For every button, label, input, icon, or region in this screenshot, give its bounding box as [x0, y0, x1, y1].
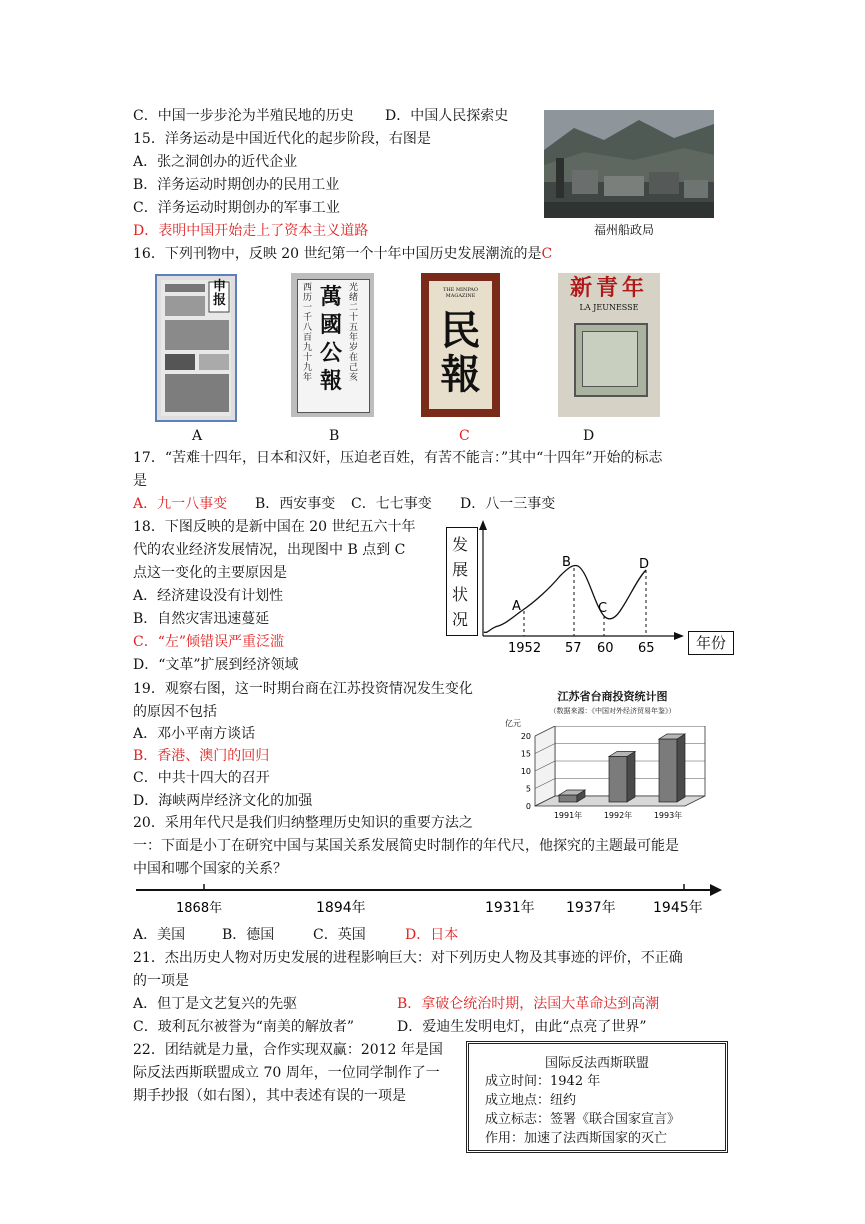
q18-y-axis-arrow [479, 520, 487, 530]
cover-d-subtitle: LA JEUNESSE [579, 303, 639, 312]
chart-plot-area [505, 726, 720, 823]
q17-stem-line2: 是 [133, 473, 147, 489]
q18-y-label-char-1: 发 [452, 535, 469, 554]
q19-option-b: B．香港、澳门的回归 [133, 748, 270, 764]
fuzhou-shipyard-caption: 福州船政局 [594, 223, 655, 237]
q19-option-c: C．中共十四大的召开 [133, 770, 270, 786]
q18-option-d: D．“文革”扩展到经济领域 [133, 657, 299, 673]
q21-stem-line1: 21．杰出历史人物对历史发展的进程影响巨大：对下列历史人物及其事迹的评价，不正确 [133, 950, 683, 966]
chart-bar-side-3 [677, 734, 685, 802]
chart-y-tick-20: 20 [520, 732, 531, 741]
q18-option-a: A．经济建设没有计划性 [133, 588, 284, 604]
q18-curve-chart [470, 518, 720, 658]
alliance-box-title: 国际反法西斯联盟 [544, 1056, 649, 1071]
cover-label-a: A [192, 428, 203, 444]
q21-option-c: C．玻利瓦尔被誉为“南美的解放者” [133, 1019, 355, 1035]
q18-x-label: 年份 [688, 631, 734, 655]
q14-option-d: D．中国人民探索史 [385, 108, 509, 124]
alliance-box-role: 作用：加速了法西斯国家的灭亡 [485, 1131, 668, 1146]
q18-point-d: D [639, 557, 650, 572]
alliance-box-sign: 成立标志：签署《联合国家宣言》 [485, 1112, 681, 1127]
q16-stem-text: 16．下列刊物中，反映 20 世纪第一个十年中国历史发展潮流的是 [133, 246, 542, 262]
chart-x-label-1: 1991年 [553, 811, 583, 820]
cover-label-b: B [329, 428, 340, 444]
q18-y-label-char-3: 状 [452, 585, 469, 604]
q17-option-d: D．八一三事变 [460, 496, 556, 512]
cover-b-title: 萬國公報 [320, 284, 343, 394]
chart-x-label-2: 1992年 [603, 811, 633, 820]
q20-option-c: C．英国 [313, 927, 366, 943]
q20-option-a: A．美国 [133, 927, 186, 943]
chart-x-label-3: 1993年 [653, 811, 683, 820]
q18-year-65: 65 [638, 641, 655, 656]
q17-option-b: B．西安事变 [255, 496, 336, 512]
q19-stem-line2: 的原因不包括 [133, 704, 217, 720]
q22-stem-line2: 际反法西斯联盟成立 70 周年，一位同学制作了一 [133, 1065, 440, 1081]
cover-a-shenbao [155, 274, 237, 422]
q20-stem-line3: 中国和哪个国家的关系？ [133, 861, 287, 877]
q20-stem-line1: 20．采用年代尺是我们归纳整理历史知识的重要方法之 [133, 815, 473, 831]
cover-c-header: THE MINPAO MAGAZINE [442, 287, 479, 299]
timeline-1937: 1937年 [566, 900, 616, 916]
fuzhou-shipyard-photo [544, 110, 714, 218]
q15-option-d: D．表明中国开始走上了资本主义道路 [133, 223, 369, 239]
q18-stem-line1: 18．下图反映的是新中国在 20 世纪五六十年 [133, 519, 416, 535]
q17-option-c: C．七七事变 [351, 496, 432, 512]
q19-option-d: D．海峡两岸经济文化的加强 [133, 793, 313, 809]
q17-stem-line1: 17．“苦难十四年，日本和汉奸，压迫老百姓，有苦不能言：”其中“十四年”开始的标志 [133, 450, 663, 466]
q21-stem-line2: 的一项是 [133, 973, 189, 989]
q18-year-60: 60 [597, 641, 614, 656]
chart-y-tick-10: 10 [520, 767, 531, 776]
taiwan-investment-chart [505, 688, 720, 823]
q22-stem-line3: 期手抄报（如右图），其中表述有误的一项是 [133, 1088, 406, 1104]
q21-option-b: B．拿破仑统治时期，法国大革命达到高潮 [397, 996, 660, 1012]
q18-x-axis-arrow [674, 632, 684, 640]
q20-option-d: D．日本 [405, 927, 459, 943]
q18-point-b: B [562, 555, 571, 570]
q22-stem-line1: 22．团结就是力量，合作实现双赢：2012 年是国 [133, 1042, 443, 1058]
alliance-box-place: 成立地点：纽约 [485, 1093, 577, 1108]
cover-b-western-date: 西历一千八百九十九年 [303, 283, 313, 383]
q20-timeline [130, 880, 730, 922]
q16-answer: C [541, 246, 553, 262]
chart-y-tick-5: 5 [525, 784, 531, 794]
chart-title: 江苏省台商投资统计图 [557, 690, 668, 703]
q18-y-label-char-2: 展 [452, 560, 469, 579]
q19-option-a: A．邓小平南方谈话 [133, 726, 256, 742]
cover-c-title-2: 報 [440, 351, 481, 398]
cover-a-title: 申报 [213, 279, 227, 308]
chart-bar-2 [609, 757, 627, 803]
timeline-1868: 1868年 [176, 901, 223, 916]
cover-b-wanguo [291, 273, 374, 417]
q19-stem-line1: 19．观察右图，这一时期台商在江苏投资情况发生变化 [133, 681, 473, 697]
cover-d-title: 新青年 [569, 275, 648, 301]
cover-d-xinqingnian [558, 273, 660, 417]
q18-year-57: 57 [565, 641, 582, 656]
q18-point-c: C [598, 601, 608, 616]
cover-c-title-1: 民 [440, 307, 481, 354]
chart-y-unit: 亿元 [505, 719, 521, 728]
chart-subtitle: （数据来源：《中国对外经济贸易年鉴》） [549, 707, 676, 715]
timeline-1894: 1894年 [316, 900, 366, 916]
chart-bar-1 [559, 795, 577, 802]
q18-stem-line3: 点这一变化的主要原因是 [133, 565, 287, 581]
q18-year-1952: 1952 [508, 641, 542, 656]
anti-fascist-alliance-box [466, 1041, 728, 1153]
timeline-1945: 1945年 [653, 900, 703, 916]
cover-c-minbao [421, 273, 500, 417]
q18-development-curve [484, 565, 646, 632]
alliance-box-date: 成立时间：1942 年 [485, 1074, 601, 1089]
q21-option-a: A．但丁是文艺复兴的先驱 [133, 996, 298, 1012]
q18-point-a: A [512, 599, 521, 614]
q21-option-d: D．爱迪生发明电灯，由此“点亮了世界” [397, 1019, 647, 1035]
q15-option-b: B．洋务运动时期创办的民用工业 [133, 177, 340, 193]
q18-option-c: C．“左”倾错误严重泛滥 [133, 634, 285, 650]
q18-option-b: B．自然灾害迅速蔓延 [133, 611, 270, 627]
q15-option-a: A．张之洞创办的近代企业 [133, 154, 298, 170]
q15-stem: 15．洋务运动是中国近代化的起步阶段，右图是 [133, 131, 431, 147]
q14-option-c: C．中国一步步沦为半殖民地的历史 [133, 108, 354, 124]
cover-b-reign-date: 光绪二十五年岁在己亥 [349, 283, 359, 383]
q18-stem-line2: 代的农业经济发展情况，出现图中 B 点到 C [133, 542, 406, 558]
q15-option-c: C．洋务运动时期创办的军事工业 [133, 200, 340, 216]
q17-option-a: A．九一八事变 [133, 496, 228, 512]
q20-stem-line2: 一：下面是小丁在研究中国与某国关系发展简史时制作的年代尺，他探究的主题最可能是 [133, 838, 679, 854]
chart-bar-side-2 [627, 752, 635, 803]
q16-stem [133, 244, 552, 264]
timeline-1931: 1931年 [485, 900, 535, 916]
timeline-arrow [710, 884, 722, 896]
chart-y-tick-15: 15 [520, 749, 531, 759]
cover-label-d: D [583, 428, 595, 444]
q18-y-label-char-4: 况 [452, 610, 469, 629]
cover-label-c: C [459, 428, 470, 444]
chart-y-tick-0: 0 [525, 802, 531, 811]
chart-bar-3 [659, 739, 677, 802]
q20-option-b: B．德国 [222, 927, 275, 943]
